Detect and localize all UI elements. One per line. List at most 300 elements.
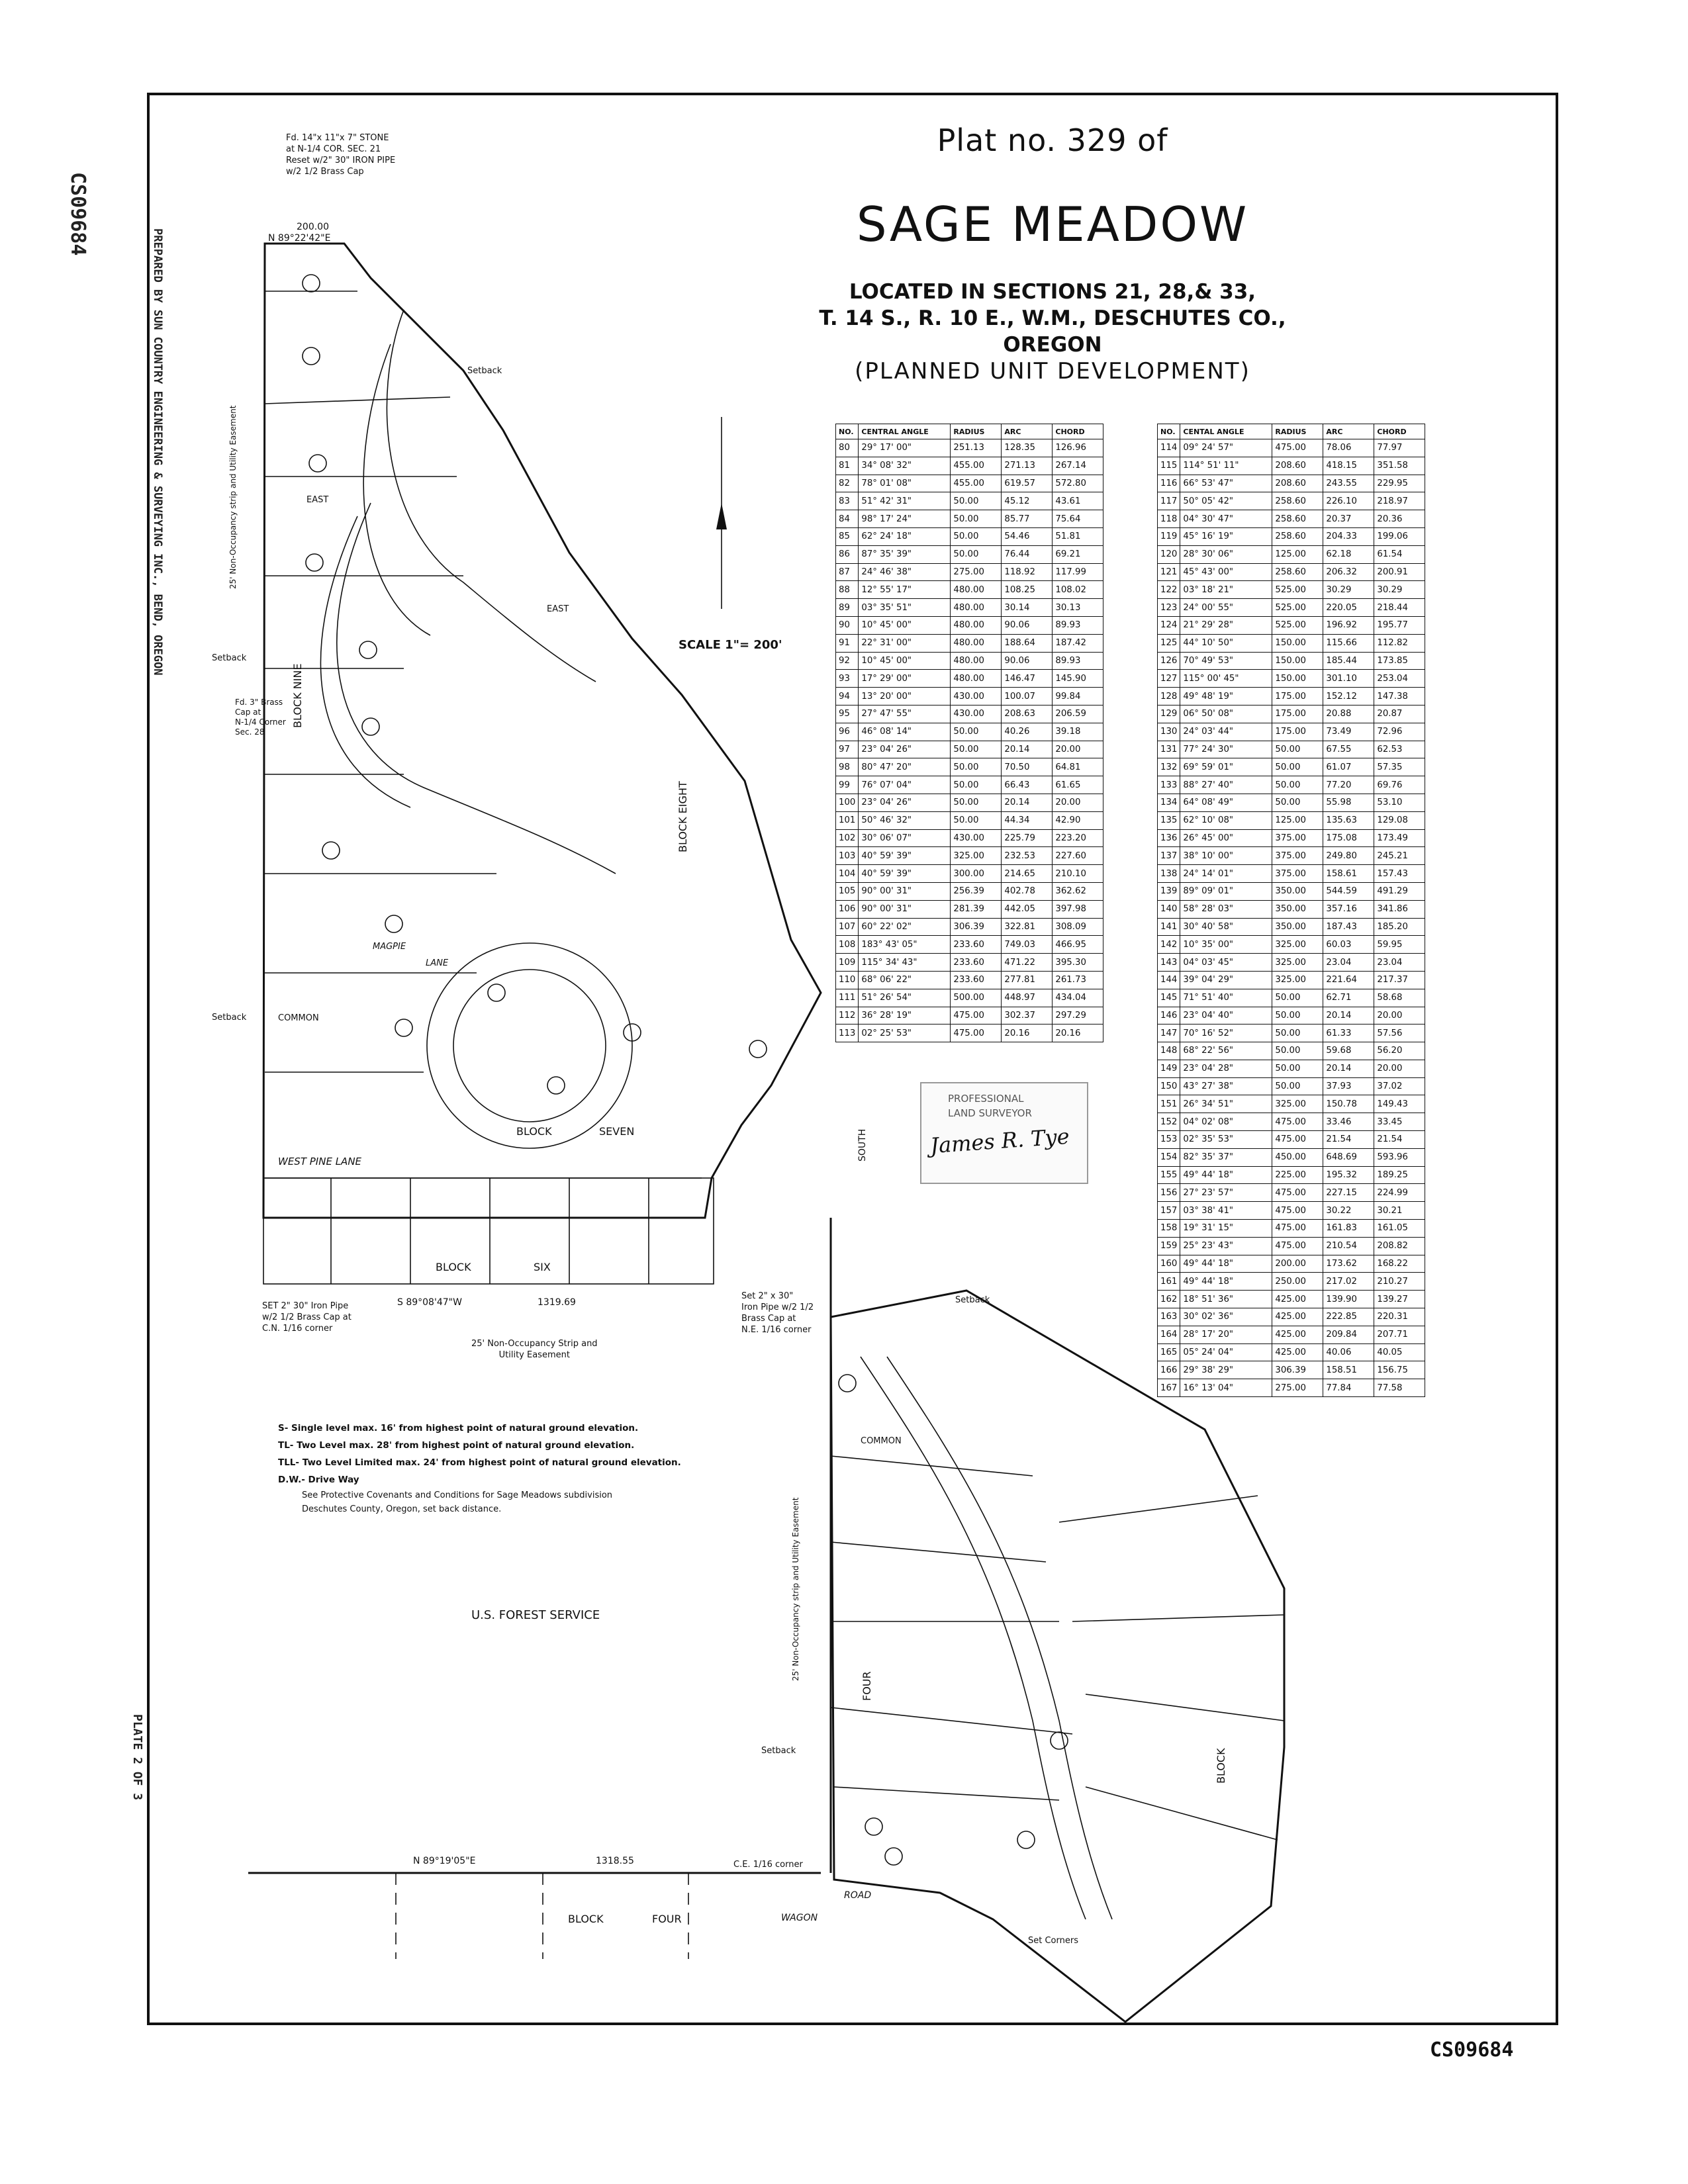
curve-cell: 350.00 bbox=[1272, 900, 1323, 918]
curve-cell: 30.13 bbox=[1053, 599, 1103, 617]
curve-cell: 30.22 bbox=[1323, 1202, 1374, 1220]
curve-cell: 144 bbox=[1158, 971, 1180, 989]
curve-cell: 62.53 bbox=[1374, 741, 1425, 758]
curve-cell: 233.60 bbox=[951, 954, 1002, 972]
curve-cell: 362.62 bbox=[1053, 882, 1103, 900]
curve-cell: 208.82 bbox=[1374, 1237, 1425, 1255]
curve-cell: 271.13 bbox=[1002, 457, 1053, 475]
curve-cell: 199.06 bbox=[1374, 527, 1425, 545]
curve-number-marker bbox=[385, 915, 402, 933]
curve-cell: 30° 06' 07" bbox=[859, 829, 951, 847]
curve-cell: 50.00 bbox=[951, 758, 1002, 776]
note-two-level: TL- Two Level max. 28' from highest point of natural ground elevation. bbox=[278, 1440, 635, 1451]
curve-cell: 525.00 bbox=[1272, 581, 1323, 599]
curve-cell: 50.00 bbox=[1272, 741, 1323, 758]
lot-line bbox=[1072, 1615, 1284, 1621]
curve-cell: 29° 17' 00" bbox=[859, 439, 951, 457]
curve-cell: 20.14 bbox=[1002, 741, 1053, 758]
curve-cell: 90.06 bbox=[1002, 652, 1053, 670]
curve-cell: 39° 04' 29" bbox=[1180, 971, 1272, 989]
curve-cell: 50.00 bbox=[951, 492, 1002, 510]
curve-cell: 175.08 bbox=[1323, 829, 1374, 847]
curve-cell: 121 bbox=[1158, 563, 1180, 581]
curve-cell: 44° 10' 50" bbox=[1180, 634, 1272, 652]
curve-cell: 139.27 bbox=[1374, 1291, 1425, 1308]
curve-cell: 23° 04' 26" bbox=[859, 741, 951, 758]
curve-cell: 173.62 bbox=[1323, 1255, 1374, 1273]
curve-cell: 208.63 bbox=[1002, 705, 1053, 723]
curve-cell: 70° 16' 52" bbox=[1180, 1024, 1272, 1042]
corner-note-top: Fd. 14"x 11"x 7" STONE at N-1/4 COR. SEC. 21 Reset w/2" 30" IRON PIPE w/2 1/2 Brass Cap bbox=[286, 133, 396, 177]
curve-cell: 258.60 bbox=[1272, 527, 1323, 545]
curve-cell: 124 bbox=[1158, 616, 1180, 634]
curve-cell: 69.76 bbox=[1374, 776, 1425, 794]
curve-cell: 82° 35' 37" bbox=[1180, 1148, 1272, 1166]
curve-cell: 135 bbox=[1158, 811, 1180, 829]
curve-cell: 28° 17' 20" bbox=[1180, 1326, 1272, 1343]
curve-cell: 145 bbox=[1158, 989, 1180, 1007]
curve-number-marker bbox=[865, 1818, 882, 1835]
curve-cell: 44.34 bbox=[1002, 811, 1053, 829]
cul-de-sac bbox=[427, 943, 635, 1148]
curve-cell: 150.00 bbox=[1272, 634, 1323, 652]
curve-cell: 59.68 bbox=[1323, 1042, 1374, 1060]
curve-cell: 24° 00' 55" bbox=[1180, 599, 1272, 617]
curve-cell: 69° 59' 01" bbox=[1180, 758, 1272, 776]
lot-line bbox=[831, 1456, 1033, 1476]
note-covenants-2: Deschutes County, Oregon, set back distance. bbox=[302, 1504, 502, 1514]
curve-cell: 115° 34' 43" bbox=[859, 954, 951, 972]
curve-cell: 94 bbox=[836, 688, 859, 705]
curve-cell: 525.00 bbox=[1272, 599, 1323, 617]
curve-cell: 302.37 bbox=[1002, 1007, 1053, 1024]
curve-cell: 70.50 bbox=[1002, 758, 1053, 776]
road-curve bbox=[320, 516, 410, 807]
curve-cell: 69.21 bbox=[1053, 545, 1103, 563]
curve-number-marker bbox=[306, 554, 323, 571]
road-curve bbox=[363, 344, 430, 635]
curve-cell: 130 bbox=[1158, 723, 1180, 741]
curve-cell: 208.60 bbox=[1272, 457, 1323, 475]
curve-cell: 30.29 bbox=[1323, 581, 1374, 599]
curve-cell: 23.04 bbox=[1323, 954, 1374, 972]
curve-number-marker bbox=[1017, 1831, 1035, 1848]
curve-cell: 17° 29' 00" bbox=[859, 670, 951, 688]
curve-cell: 50.00 bbox=[951, 545, 1002, 563]
curve-cell: 20.16 bbox=[1053, 1024, 1103, 1042]
row-bearing: S 89°08'47"W bbox=[397, 1297, 462, 1308]
curve-cell: 480.00 bbox=[951, 599, 1002, 617]
block-seven-label-a: BLOCK bbox=[516, 1125, 552, 1138]
curve-cell: 357.16 bbox=[1323, 900, 1374, 918]
curve-cell: 147 bbox=[1158, 1024, 1180, 1042]
curve-cell: 104 bbox=[836, 865, 859, 883]
curve-cell: 258.60 bbox=[1272, 492, 1323, 510]
curve-cell: 112 bbox=[836, 1007, 859, 1024]
curve-cell: 480.00 bbox=[951, 670, 1002, 688]
curve-cell: 77.84 bbox=[1323, 1379, 1374, 1397]
curve-cell: 306.39 bbox=[951, 918, 1002, 936]
curve-cell: 77.20 bbox=[1323, 776, 1374, 794]
east-label-2: EAST bbox=[547, 604, 569, 614]
curve-cell: 20.88 bbox=[1323, 705, 1374, 723]
curve-cell: 125.00 bbox=[1272, 545, 1323, 563]
lower-boundary bbox=[831, 1291, 1284, 2022]
curve-cell: 455.00 bbox=[951, 457, 1002, 475]
curve-cell: 139.90 bbox=[1323, 1291, 1374, 1308]
curve-cell: 161.05 bbox=[1374, 1220, 1425, 1238]
curve-cell: 09° 24' 57" bbox=[1180, 439, 1272, 457]
curve-cell: 430.00 bbox=[951, 829, 1002, 847]
curve-number-marker bbox=[359, 641, 377, 659]
east-label-1: EAST bbox=[306, 495, 329, 505]
curve-cell: 108 bbox=[836, 936, 859, 954]
curve-cell: 102 bbox=[836, 829, 859, 847]
curve-number-marker bbox=[749, 1040, 767, 1058]
curve-cell: 158.51 bbox=[1323, 1361, 1374, 1379]
curve-cell: 225.00 bbox=[1272, 1166, 1323, 1184]
lot-line bbox=[831, 1707, 1072, 1734]
subdivision-name: SAGE MEADOW bbox=[856, 197, 1249, 252]
curve-cell: 115° 00' 45" bbox=[1180, 670, 1272, 688]
curve-cell: 54.46 bbox=[1002, 527, 1053, 545]
curve-cell: 45° 16' 19" bbox=[1180, 527, 1272, 545]
curve-cell: 471.22 bbox=[1002, 954, 1053, 972]
curve-cell: 12° 55' 17" bbox=[859, 581, 951, 599]
curve-cell: 50° 46' 32" bbox=[859, 811, 951, 829]
curve-cell: 150.00 bbox=[1272, 652, 1323, 670]
curve-cell: 430.00 bbox=[951, 705, 1002, 723]
curve-cell: 491.29 bbox=[1374, 882, 1425, 900]
block-four-bottom-label-b: FOUR bbox=[652, 1913, 682, 1925]
curve-cell: 50.00 bbox=[1272, 794, 1323, 811]
curve-cell: 76° 07' 04" bbox=[859, 776, 951, 794]
lot-line bbox=[834, 1787, 1059, 1800]
curve-cell: 210.10 bbox=[1053, 865, 1103, 883]
curve-cell: 30.29 bbox=[1374, 581, 1425, 599]
curve-cell: 125 bbox=[1158, 634, 1180, 652]
curve-cell: 225.79 bbox=[1002, 829, 1053, 847]
curve-cell: 143 bbox=[1158, 954, 1180, 972]
curve-cell: 243.55 bbox=[1323, 475, 1374, 492]
curve-cell: 20.00 bbox=[1374, 1060, 1425, 1077]
curve-cell: 93 bbox=[836, 670, 859, 688]
block-five-label: BLOCK bbox=[1215, 1748, 1227, 1784]
curve-cell: 134 bbox=[1158, 794, 1180, 811]
curve-cell: 220.05 bbox=[1323, 599, 1374, 617]
curve-cell: 466.95 bbox=[1053, 936, 1103, 954]
curve-cell: 375.00 bbox=[1272, 847, 1323, 865]
curve-cell: 149.43 bbox=[1374, 1095, 1425, 1113]
curve-cell: 98° 17' 24" bbox=[859, 510, 951, 528]
curve-cell: 210.27 bbox=[1374, 1273, 1425, 1291]
curve-cell: 325.00 bbox=[1272, 1095, 1323, 1113]
curve-cell: 50.00 bbox=[1272, 758, 1323, 776]
curve-cell: 23.04 bbox=[1374, 954, 1425, 972]
strip-easement-note: 25' Non-Occupancy Strip and Utility Easement bbox=[471, 1339, 598, 1360]
curve-cell: 40° 59' 39" bbox=[859, 865, 951, 883]
curve-cell: 78° 01' 08" bbox=[859, 475, 951, 492]
block-seven-label-b: SEVEN bbox=[599, 1125, 635, 1138]
curve-cell: 30° 40' 58" bbox=[1180, 918, 1272, 936]
road-curve bbox=[861, 1357, 1086, 1919]
curve-number-marker bbox=[839, 1375, 856, 1392]
curve-cell: 49° 48' 19" bbox=[1180, 688, 1272, 705]
curve-cell: 20.36 bbox=[1374, 510, 1425, 528]
curve-cell: 02° 35' 53" bbox=[1180, 1131, 1272, 1149]
curve-cell: 341.86 bbox=[1374, 900, 1425, 918]
curve-cell: 123 bbox=[1158, 599, 1180, 617]
curve-cell: 62° 24' 18" bbox=[859, 527, 951, 545]
curve-cell: 222.85 bbox=[1323, 1308, 1374, 1326]
curve-cell: 229.95 bbox=[1374, 475, 1425, 492]
curve-cell: 05° 24' 04" bbox=[1180, 1343, 1272, 1361]
curve-cell: 395.30 bbox=[1053, 954, 1103, 972]
curve-cell: 480.00 bbox=[951, 652, 1002, 670]
common-label-1: COMMON bbox=[278, 1013, 319, 1023]
curve-cell: 227.60 bbox=[1053, 847, 1103, 865]
curve-cell: 175.00 bbox=[1272, 723, 1323, 741]
curve-cell: 45° 43' 00" bbox=[1180, 563, 1272, 581]
curve-cell: 19° 31' 15" bbox=[1180, 1220, 1272, 1238]
curve-cell: 277.81 bbox=[1002, 971, 1053, 989]
curve-cell: 227.15 bbox=[1323, 1184, 1374, 1202]
block-four-bottom-label-a: BLOCK bbox=[568, 1913, 604, 1925]
curve-cell: 49° 44' 18" bbox=[1180, 1166, 1272, 1184]
curve-cell: 43.61 bbox=[1053, 492, 1103, 510]
curve-cell: 62.71 bbox=[1323, 989, 1374, 1007]
curve-cell: 322.81 bbox=[1002, 918, 1053, 936]
curve-cell: 375.00 bbox=[1272, 829, 1323, 847]
curve-cell: 30.21 bbox=[1374, 1202, 1425, 1220]
curve-cell: 50.00 bbox=[951, 510, 1002, 528]
lot-line bbox=[265, 397, 450, 404]
curve-cell: 85 bbox=[836, 527, 859, 545]
curve-cell: 232.53 bbox=[1002, 847, 1053, 865]
curve-cell: 147.38 bbox=[1374, 688, 1425, 705]
curve-cell: 68° 06' 22" bbox=[859, 971, 951, 989]
curve-cell: 126 bbox=[1158, 652, 1180, 670]
curve-cell: 175.00 bbox=[1272, 705, 1323, 723]
curve-cell: 55.98 bbox=[1323, 794, 1374, 811]
curve-cell: 66.43 bbox=[1002, 776, 1053, 794]
curve-cell: 149 bbox=[1158, 1060, 1180, 1077]
curve-cell: 118 bbox=[1158, 510, 1180, 528]
setback-label-5: Setback bbox=[761, 1746, 796, 1756]
note-driveway: D.W.- Drive Way bbox=[278, 1475, 359, 1485]
curve-cell: 207.71 bbox=[1374, 1326, 1425, 1343]
curve-cell: 103 bbox=[836, 847, 859, 865]
curve-cell: 04° 03' 45" bbox=[1180, 954, 1272, 972]
curve-cell: 308.09 bbox=[1053, 918, 1103, 936]
curve-cell: 88 bbox=[836, 581, 859, 599]
curve-cell: 50.00 bbox=[951, 811, 1002, 829]
curve-cell: 233.60 bbox=[951, 971, 1002, 989]
corner-note-left: Fd. 3" Brass Cap at N-1/4 Corner Sec. 28 bbox=[235, 698, 286, 737]
curve-cell: 40° 59' 39" bbox=[859, 847, 951, 865]
curve-cell: 51° 42' 31" bbox=[859, 492, 951, 510]
curve-cell: 62° 10' 08" bbox=[1180, 811, 1272, 829]
col-arc: ARC bbox=[1323, 424, 1374, 439]
curve-cell: 24° 14' 01" bbox=[1180, 865, 1272, 883]
curve-cell: 175.00 bbox=[1272, 688, 1323, 705]
curve-cell: 30° 02' 36" bbox=[1180, 1308, 1272, 1326]
location-line-2: T. 14 S., R. 10 E., W.M., DESCHUTES CO., OREGON bbox=[819, 306, 1286, 357]
curve-cell: 165 bbox=[1158, 1343, 1180, 1361]
curve-cell: 224.99 bbox=[1374, 1184, 1425, 1202]
setback-label-2: Setback bbox=[212, 1013, 247, 1023]
curve-cell: 258.60 bbox=[1272, 563, 1323, 581]
curve-cell: 325.00 bbox=[1272, 971, 1323, 989]
curve-cell: 152.12 bbox=[1323, 688, 1374, 705]
curve-cell: 26° 34' 51" bbox=[1180, 1095, 1272, 1113]
curve-cell: 106 bbox=[836, 900, 859, 918]
location-line-3: (PLANNED UNIT DEVELOPMENT) bbox=[855, 358, 1250, 385]
curve-cell: 325.00 bbox=[1272, 936, 1323, 954]
curve-cell: 475.00 bbox=[1272, 1131, 1323, 1149]
curve-cell: 450.00 bbox=[1272, 1148, 1323, 1166]
curve-cell: 402.78 bbox=[1002, 882, 1053, 900]
curve-cell: 25° 23' 43" bbox=[1180, 1237, 1272, 1255]
curve-cell: 153 bbox=[1158, 1131, 1180, 1149]
curve-cell: 56.20 bbox=[1374, 1042, 1425, 1060]
magpie-lane-label: MAGPIE bbox=[373, 942, 406, 952]
curve-cell: 156.75 bbox=[1374, 1361, 1425, 1379]
common-label-2: COMMON bbox=[861, 1436, 902, 1446]
curve-cell: 89.93 bbox=[1053, 652, 1103, 670]
curve-cell: 158.61 bbox=[1323, 865, 1374, 883]
curve-cell: 455.00 bbox=[951, 475, 1002, 492]
curve-cell: 161 bbox=[1158, 1273, 1180, 1291]
col-central-angle: CENTAL ANGLE bbox=[1180, 424, 1272, 439]
curve-cell: 281.39 bbox=[951, 900, 1002, 918]
curve-cell: 68° 22' 56" bbox=[1180, 1042, 1272, 1060]
surveyor-signature: James R. Tye bbox=[929, 1123, 1070, 1159]
curve-cell: 42.90 bbox=[1053, 811, 1103, 829]
curve-cell: 24° 46' 38" bbox=[859, 563, 951, 581]
curve-cell: 220.31 bbox=[1374, 1308, 1425, 1326]
curve-cell: 51.81 bbox=[1053, 527, 1103, 545]
curve-cell: 525.00 bbox=[1272, 616, 1323, 634]
west-pine-lane-label: WEST PINE LANE bbox=[278, 1156, 362, 1167]
forest-service-label: U.S. FOREST SERVICE bbox=[471, 1608, 600, 1622]
curve-cell: 119 bbox=[1158, 527, 1180, 545]
curve-cell: 87° 35' 39" bbox=[859, 545, 951, 563]
top-bearing: N 89°22'42"E bbox=[268, 233, 331, 244]
curve-cell: 200.91 bbox=[1374, 563, 1425, 581]
curve-cell: 140 bbox=[1158, 900, 1180, 918]
curve-cell: 50.00 bbox=[951, 527, 1002, 545]
curve-cell: 49° 44' 18" bbox=[1180, 1255, 1272, 1273]
curve-cell: 16° 13' 04" bbox=[1180, 1379, 1272, 1397]
curve-cell: 38° 10' 00" bbox=[1180, 847, 1272, 865]
curve-cell: 29° 38' 29" bbox=[1180, 1361, 1272, 1379]
curve-cell: 18° 51' 36" bbox=[1180, 1291, 1272, 1308]
curve-cell: 418.15 bbox=[1323, 457, 1374, 475]
curve-cell: 37.02 bbox=[1374, 1077, 1425, 1095]
curve-cell: 448.97 bbox=[1002, 989, 1053, 1007]
curve-cell: 275.00 bbox=[1272, 1379, 1323, 1397]
curve-cell: 127 bbox=[1158, 670, 1180, 688]
col-no: NO. bbox=[836, 424, 859, 439]
curve-cell: 40.26 bbox=[1002, 723, 1053, 741]
curve-cell: 61.65 bbox=[1053, 776, 1103, 794]
curve-cell: 112.82 bbox=[1374, 634, 1425, 652]
curve-cell: 96 bbox=[836, 723, 859, 741]
curve-cell: 20.00 bbox=[1053, 794, 1103, 811]
curve-cell: 128.35 bbox=[1002, 439, 1053, 457]
curve-cell: 150 bbox=[1158, 1077, 1180, 1095]
curve-cell: 135.63 bbox=[1323, 811, 1374, 829]
curve-cell: 89° 09' 01" bbox=[1180, 882, 1272, 900]
curve-cell: 188.64 bbox=[1002, 634, 1053, 652]
curve-cell: 168.22 bbox=[1374, 1255, 1425, 1273]
curve-cell: 325.00 bbox=[1272, 954, 1323, 972]
curve-cell: 163 bbox=[1158, 1308, 1180, 1326]
curve-cell: 50.00 bbox=[1272, 1007, 1323, 1024]
note-single-level: S- Single level max. 16' from highest point of natural ground elevation. bbox=[278, 1423, 639, 1433]
plate-number: PLATE 2 OF 3 bbox=[130, 1714, 144, 1801]
curve-cell: 648.69 bbox=[1323, 1148, 1374, 1166]
curve-cell: 81 bbox=[836, 457, 859, 475]
curve-cell: 100 bbox=[836, 794, 859, 811]
curve-cell: 475.00 bbox=[1272, 1220, 1323, 1238]
curve-cell: 49° 44' 18" bbox=[1180, 1273, 1272, 1291]
curve-cell: 187.42 bbox=[1053, 634, 1103, 652]
curve-cell: 03° 18' 21" bbox=[1180, 581, 1272, 599]
curve-cell: 95 bbox=[836, 705, 859, 723]
curve-cell: 75.64 bbox=[1053, 510, 1103, 528]
curve-cell: 226.10 bbox=[1323, 492, 1374, 510]
curve-cell: 185.20 bbox=[1374, 918, 1425, 936]
curve-cell: 50° 05' 42" bbox=[1180, 492, 1272, 510]
curve-cell: 221.64 bbox=[1323, 971, 1374, 989]
curve-cell: 132 bbox=[1158, 758, 1180, 776]
curve-cell: 475.00 bbox=[1272, 1237, 1323, 1255]
block-four-top-label: FOUR bbox=[861, 1671, 873, 1701]
curve-cell: 73.49 bbox=[1323, 723, 1374, 741]
curve-cell: 98 bbox=[836, 758, 859, 776]
col-chord: CHORD bbox=[1053, 424, 1103, 439]
curve-cell: 475.00 bbox=[951, 1007, 1002, 1024]
curve-cell: 300.00 bbox=[951, 865, 1002, 883]
curve-cell: 475.00 bbox=[1272, 439, 1323, 457]
curve-cell: 306.39 bbox=[1272, 1361, 1323, 1379]
curve-cell: 208.60 bbox=[1272, 475, 1323, 492]
curve-cell: 114° 51' 11" bbox=[1180, 457, 1272, 475]
curve-cell: 50.00 bbox=[951, 723, 1002, 741]
curve-cell: 76.44 bbox=[1002, 545, 1053, 563]
curve-cell: 20.16 bbox=[1002, 1024, 1053, 1042]
curve-cell: 10° 35' 00" bbox=[1180, 936, 1272, 954]
curve-cell: 118.92 bbox=[1002, 563, 1053, 581]
curve-cell: 43° 27' 38" bbox=[1180, 1077, 1272, 1095]
scale-label: SCALE 1"= 200' bbox=[679, 638, 782, 652]
curve-cell: 223.20 bbox=[1053, 829, 1103, 847]
curve-cell: 209.84 bbox=[1323, 1326, 1374, 1343]
curve-cell: 115 bbox=[1158, 457, 1180, 475]
curve-cell: 749.03 bbox=[1002, 936, 1053, 954]
curve-cell: 21° 29' 28" bbox=[1180, 616, 1272, 634]
curve-cell: 04° 30' 47" bbox=[1180, 510, 1272, 528]
curve-cell: 50.00 bbox=[1272, 1024, 1323, 1042]
curve-cell: 61.33 bbox=[1323, 1024, 1374, 1042]
curve-cell: 90.06 bbox=[1002, 616, 1053, 634]
curve-number-marker bbox=[309, 455, 326, 472]
curve-cell: 150.78 bbox=[1323, 1095, 1374, 1113]
curve-cell: 572.80 bbox=[1053, 475, 1103, 492]
curve-cell: 89.93 bbox=[1053, 616, 1103, 634]
